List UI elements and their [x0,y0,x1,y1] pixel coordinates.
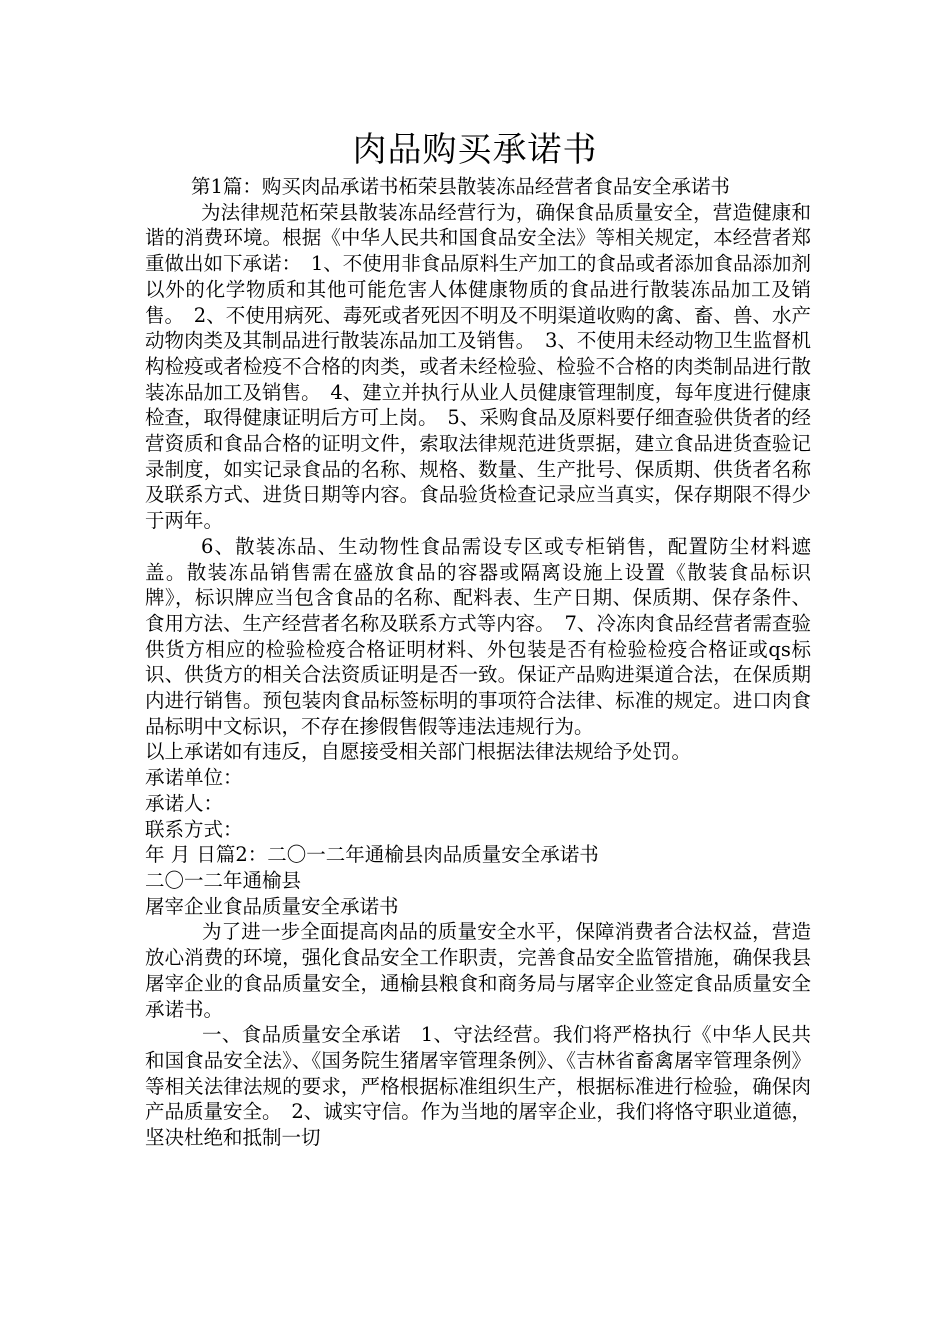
paragraph-violation-notice: 以上承诺如有违反，自愿接受相关部门根据法律法规给予处罚。 [145,740,692,764]
paragraph-commitment-6-7: 6、散装冻品、生动物性食品需设专区或专柜销售，配置防尘材料遮盖。散装冻品销售需在盛放食品的容器或隔离设施上设置《散装食品标识牌》，标识牌应当包含食品的名称、配料表、生产日期、保质期、保存条件、食用方法、生产经营者名称及联系方式等内容。 7、冷冻肉食品经营者需查验供货方相应的检验检疫合格证明材料、外包装是否有检验检疫合格证或qs标识、供货方的相关合法资质证明是否一致。保证产品购进渠道合法，在保质期内进行销售。预包装肉食品标签标明的事项符合法律、标准的规定。进口肉食品标明中文标识，不存在掺假售假等违法违规行为。 [145,534,811,738]
signature-person-label: 承诺人： [145,791,224,815]
document-body [145,174,811,1151]
signature-unit-label: 承诺单位： [145,766,243,790]
paragraph-commitment-intro: 为法律规范柘荣县散装冻品经营行为，确保食品质量安全，营造健康和谐的消费环境。根据《中华人民共和国食品安全法》等相关规定，本经营者郑重做出如下承诺： 1、不使用非食品原料生产加工的食品或者添加食品添加剂以外的化学物质和其他可能危害人体健康物质的食品进行散装冻品加工及销售。 2、不使用病死、毒死或者死因不明及不明渠道收购的禽、畜、兽、水产动物肉类及其制品进行散装冻品加工及销售。 3、不使用未经动物卫生监督机构检疫或者检疫不合格的肉类，或者未经检验、检验不合格的肉类制品进行散装冻品加工及销售。 4、建立并执行从业人员健康管理制度，每年度进行健康检查，取得健康证明后方可上岗。 5、采购食品及原料要仔细查验供货者的经营资质和食品合格的证明文件，索取法律规范进货票据，建立食品进货查验记录制度，如实记录食品的名称、规格、数量、生产批号、保质期、供货者名称及联系方式、进货日期等内容。食品验货检查记录应当真实，保存期限不得少于两年。 [145,200,811,533]
paragraph-purpose: 为了进一步全面提高肉品的质量安全水平，保障消费者合法权益，营造放心消费的环境，强化食品安全工作职责，完善食品安全监管措施，确保我县屠宰企业的食品质量安全，通榆县粮食和商务局与屠宰企业签定食品质量安全承诺书。 [145,920,811,1021]
paragraph-article-1-heading: 第1篇：购买肉品承诺书柘荣县散装冻品经营者食品安全承诺书 [191,175,730,198]
paragraph-article-2-heading: 年 月 日篇2：二〇一二年通榆县肉品质量安全承诺书 [145,843,599,867]
paragraph-quality-commitment: 一、食品质量安全承诺 1、守法经营。我们将严格执行《中华人民共和国食品安全法》、《国务院生猪屠宰管理条例》、《吉林省畜禽屠宰管理条例》等相关法律法规的要求，严格根据标准组织生产，根据标准进行检验，确保肉产品质量安全。 2、诚实守信。作为当地的屠宰企业，我们将恪守职业道德，坚决杜绝和抵制一切 [145,1023,811,1150]
signature-contact-label: 联系方式： [145,817,243,841]
paragraph-year-county: 二〇一二年通榆县 [145,868,302,892]
paragraph-subtitle: 屠宰企业食品质量安全承诺书 [145,894,399,918]
document-title: 肉品购买承诺书 [352,130,598,170]
